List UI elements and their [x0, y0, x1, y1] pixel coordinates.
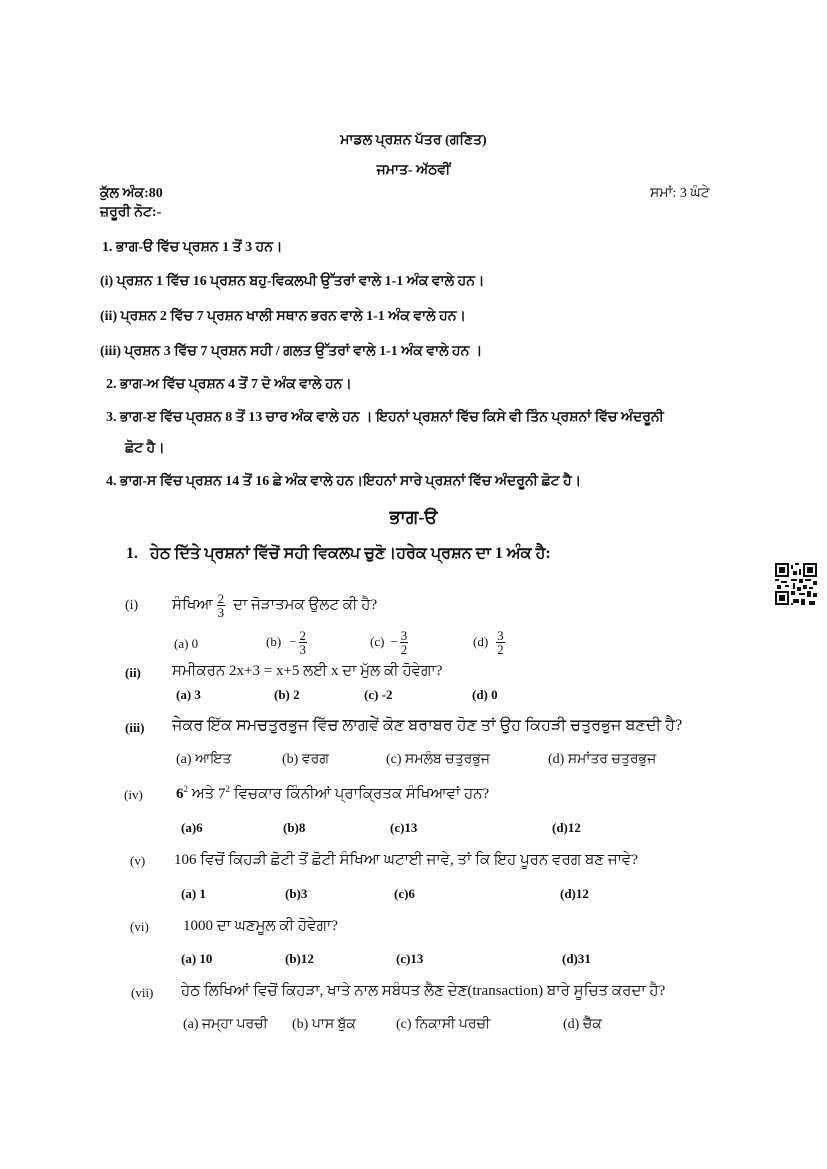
q-v-option-d: (d)12 [560, 886, 589, 901]
q-iii-option-b: (b) ਵਰਗ [282, 752, 330, 767]
question-instruction: ਹੇਠ ਦਿੱਤੇ ਪ੍ਰਸ਼ਨਾਂ ਵਿੱਚੋਂ ਸਹੀ ਵਿਕਲਪ ਚੁਣੋ।ਹਰੇਕ ਪ੍ਰਸ਼ਨ ਦਾ 1 ਅੰਕ ਹੈ: [150, 545, 551, 562]
q-iv-option-d: (d)12 [552, 820, 581, 835]
note-1-ii: (ii) ਪ੍ਰਸ਼ਨ 2 ਵਿੱਚ 7 ਪ੍ਰਸ਼ਨ ਖਾਲੀ ਸਥਾਨ ਭਰਨ ਵਾਲੇ 1-1 ਅੰਕ ਵਾਲੇ ਹਨ। [100, 309, 466, 324]
q-i-b-den: 3 [299, 641, 307, 657]
q-iv-option-c: (c)13 [390, 820, 418, 835]
q-iv-base1: 6 [176, 786, 184, 802]
time-label: ਸਮਾਂ: 3 ਘੰਟੇ [650, 186, 710, 201]
q-vi-option-c: (c)13 [396, 951, 424, 966]
q-vii-option-a: (a) ਜਮ੍ਹਾ ਪਰਚੀ [183, 1017, 268, 1032]
q-vi-option-d: (d)31 [562, 951, 591, 966]
q-i-fraction [217, 592, 226, 619]
q-i-b-num: 2 [299, 627, 307, 643]
qr-code-icon [775, 563, 817, 605]
q-i-option-b [266, 624, 309, 660]
q-iv-mid: ਅਤੇ [191, 786, 215, 802]
section-title: ਭਾਗ-ੳ [389, 507, 438, 527]
q-i-c-sign: − [390, 634, 398, 649]
q-i-d-num: 3 [497, 627, 504, 643]
note-1-iii: (iii) ਪ੍ਰਸ਼ਨ 3 ਵਿੱਚ 7 ਪ੍ਰਸ਼ਨ ਸਹੀ / ਗਲਤ ਉੱਤਰਾਂ ਵਾਲੇ 1-1 ਅੰਕ ਵਾਲੇ ਹਨ । [100, 344, 483, 359]
q-iv-rest: ਵਿਚਕਾਰ ਕਿੰਨੀਆਂ ਪ੍ਰਾਕ੍ਰਿਤਕ ਸੰਖਿਆਵਾਂ ਹਨ? [233, 786, 490, 802]
q-i-b-label: (b) [266, 634, 282, 649]
q-i-d-label: (d) [473, 634, 489, 649]
q-i-option-d [473, 624, 507, 660]
class-label: ਜਮਾਤ- ਅੱਠਵੀਂ [376, 163, 451, 178]
question-number: 1. [126, 545, 138, 562]
paper-title: ਮਾਡਲ ਪ੍ਰਸ਼ਨ ਪੱਤਰ (ਗਣਿਤ) [340, 133, 487, 148]
q-vi-text: 1000 ਦਾ ਘਣਮੂਲ ਕੀ ਹੋਵੇਗਾ? [183, 918, 338, 934]
note-1-i: (i) ਪ੍ਰਸ਼ਨ 1 ਵਿੱਚ 16 ਪ੍ਰਸ਼ਨ ਬਹੁ-ਵਿਕਲਪੀ ਉੱਤਰਾਂ ਵਾਲੇ 1-1 ਅੰਕ ਵਾਲੇ ਹਨ। [100, 274, 485, 289]
q-i-post: ਦਾ ਜੋੜਾਤਮਕ ਉਲਟ ਕੀ ਹੈ? [233, 597, 378, 613]
q-i-c-fraction [400, 629, 409, 656]
q-v-option-c: (c)6 [394, 886, 415, 901]
q-v-number: (v) [130, 853, 146, 868]
q-iii-number: (iii) [125, 720, 145, 735]
q-vii-option-d: (d) ਚੈੱਕ [563, 1017, 602, 1032]
q-i-option-c [370, 624, 410, 660]
note-3-line1: 3. ਭਾਗ-ੲ ਵਿੱਚ ਪ੍ਰਸ਼ਨ 8 ਤੋਂ 13 ਚਾਰ ਅੰਕ ਵਾਲੇ ਹਨ । ਇਹਨਾਂ ਪ੍ਰਸ਼ਨਾਂ ਵਿੱਚ ਕਿਸੇ ਵੀ ਤਿੰਨ ਪ੍ਰਸ਼ਨਾਂ ਵਿੱਚ ਅੰਦਰੂਨੀ [106, 410, 664, 425]
q-vii-number: (vii) [131, 985, 154, 1000]
q-vii-option-b: (b) ਪਾਸ ਬੁੱਕ [292, 1017, 356, 1032]
notes-heading: ਜ਼ਰੂਰੀ ਨੋਟ:- [100, 205, 162, 220]
q-i-b-sign: − [289, 634, 297, 649]
q-i-number: (i) [125, 598, 139, 613]
q-iv-option-b: (b)8 [283, 820, 306, 835]
q-i-c-num: 3 [400, 627, 408, 643]
q-vii-text: ਹੇਠ ਲਿਖਿਆਂ ਵਿਚੋਂ ਕਿਹੜਾ, ਖਾਤੇ ਨਾਲ ਸਬੰਧਤ ਲੈਣ ਦੇਣ(transaction) ਬਾਰੇ ਸੂਚਿਤ ਕਰਦਾ ਹੈ? [181, 983, 666, 999]
q-iv-exp2: 2 [225, 784, 231, 794]
q-ii-option-c: (c) -2 [364, 687, 393, 702]
q-i-text [172, 583, 377, 627]
q-i-option-a: (a) 0 [174, 636, 199, 651]
q-i-c-den: 2 [400, 641, 408, 657]
q-v-text: 106 ਵਿਚੋਂ ਕਿਹੜੀ ਛੋਟੀ ਤੋਂ ਛੋਟੀ ਸੰਖਿਆ ਘਟਾਈ ਜਾਵੇ, ਤਾਂ ਕਿ ਇਹ ਪੂਰਨ ਵਰਗ ਬਣ ਜਾਵੇ? [174, 852, 638, 868]
q-vi-option-a: (a) 10 [181, 951, 213, 966]
q-ii-number: (ii) [125, 665, 141, 680]
q-vii-option-c: (c) ਨਿਕਾਸੀ ਪਰਚੀ [396, 1017, 491, 1032]
q-vi-option-b: (b)12 [285, 951, 314, 966]
q-i-frac-num: 2 [217, 590, 225, 606]
q-i-d-fraction [496, 629, 505, 656]
q-i-c-label: (c) [370, 634, 385, 649]
q-iv-text [176, 784, 489, 803]
q-i-pre: ਸੰਖਿਆ [172, 597, 213, 613]
q-iv-number: (iv) [124, 787, 143, 802]
q-ii-option-a: (a) 3 [176, 687, 201, 702]
q-v-option-a: (a) 1 [181, 886, 206, 901]
q-iii-option-d: (d) ਸਮਾਂਤਰ ਚਤੁਰਭੁਜ [548, 752, 657, 767]
q-ii-text: ਸਮੀਕਰਨ 2x+3 = x+5 ਲਈ x ਦਾ ਮੁੱਲ ਕੀ ਹੋਵੇਗਾ? [172, 663, 443, 679]
q-iii-text: ਜੇਕਰ ਇੱਕ ਸਮਚਤੁਰਭੁਜ ਵਿੱਚ ਲਾਗਵੇਂ ਕੋਣ ਬਰਾਬਰ ਹੋਣ ਤਾਂ ਉਹ ਕਿਹੜੀ ਚਤੁਰਭੁਜ ਬਣਦੀ ਹੈ? [172, 717, 683, 734]
note-1: 1. ਭਾਗ-ੳ ਵਿੱਚ ਪ੍ਰਸ਼ਨ 1 ਤੋਂ 3 ਹਨ। [102, 240, 283, 255]
note-4: 4. ਭਾਗ-ਸ ਵਿੱਚ ਪ੍ਰਸ਼ਨ 14 ਤੋਂ 16 ਛੇ ਅੰਕ ਵਾਲੇ ਹਨ।ਇਹਨਾਂ ਸਾਰੇ ਪ੍ਰਸ਼ਨਾਂ ਵਿੱਚ ਅੰਦਰੂਨੀ ਛੋਟ ਹੈ। [106, 474, 582, 489]
q-iii-option-a: (a) ਆਇਤ [176, 752, 232, 767]
q-i-d-den: 2 [497, 641, 504, 657]
q-vi-number: (vi) [130, 919, 149, 934]
note-2: 2. ਭਾਗ-ਅ ਵਿੱਚ ਪ੍ਰਸ਼ਨ 4 ਤੋਂ 7 ਦੋ ਅੰਕ ਵਾਲੇ ਹਨ। [106, 377, 352, 392]
note-3-line2: ਛੋਟ ਹੈ। [125, 441, 165, 456]
q-v-option-b: (b)3 [285, 886, 308, 901]
q-ii-option-d: (d) 0 [472, 687, 498, 702]
q-iv-option-a: (a)6 [181, 820, 203, 835]
total-marks: ਕੁੱਲ ਅੰਕ:80 [100, 186, 163, 201]
q-iv-base2: 7 [218, 786, 226, 802]
q-i-frac-den: 3 [217, 604, 225, 620]
q-iv-exp1: 2 [183, 784, 188, 794]
q-ii-option-b: (b) 2 [274, 687, 300, 702]
q-i-b-fraction [299, 629, 308, 656]
q-iii-option-c: (c) ਸਮਲੰਬ ਚਤੁਰਭੁਜ [386, 752, 491, 767]
